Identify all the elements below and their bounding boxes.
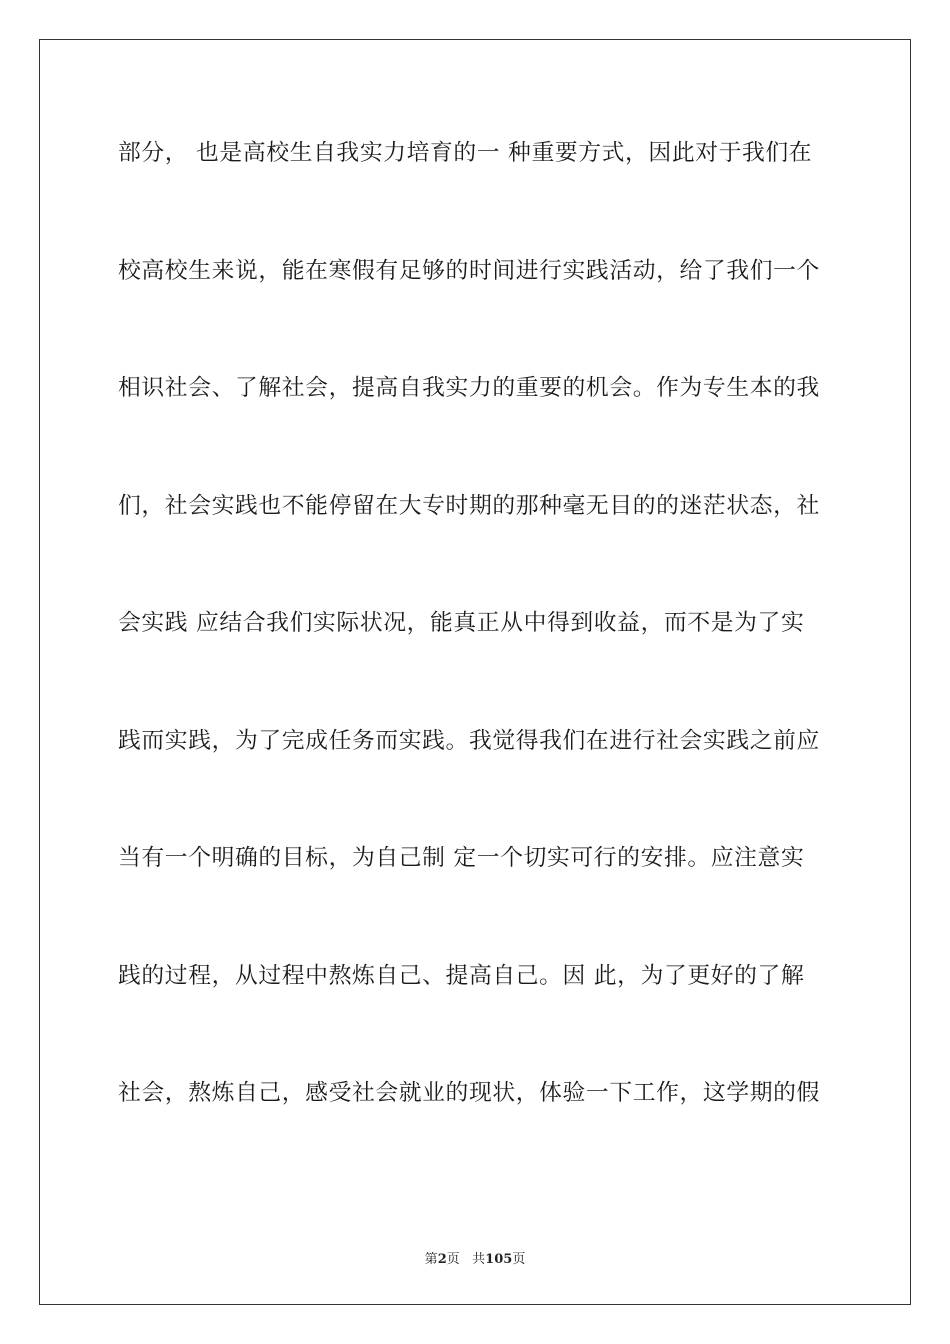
text-line: 社会，熬炼自己，感受社会就业的现状，体验一下工作，这学期的假	[118, 1080, 820, 1106]
total-prefix: 共	[472, 1252, 486, 1267]
text-line: 当有一个明确的目标，为自己制 定一个切实可行的安排。应注意实	[118, 845, 805, 871]
text-line: 践的过程，从过程中熬炼自己、提高自己。因 此，为了更好的了解	[118, 962, 805, 989]
text-line: 践而实践，为了完成任务而实践。我觉得我们在进行社会实践之前应	[118, 727, 820, 754]
page-suffix: 页	[446, 1252, 460, 1267]
page-prefix: 第	[424, 1252, 438, 1267]
page-number: 2	[437, 1252, 447, 1267]
text-line: 会实践 应结合我们实际状况，能真正从中得到收益，而不是为了实	[118, 610, 805, 636]
total-pages: 105	[485, 1252, 513, 1267]
total-suffix: 页	[512, 1252, 526, 1267]
text-line: 部分， 也是高校生自我实力培育的一 种重要方式，因此对于我们在	[118, 140, 813, 166]
document-body	[118, 128, 834, 1186]
text-line: 们，社会实践也不能停留在大专时期的那种毫无目的的迷茫状态，社	[118, 492, 820, 519]
page-footer	[0, 1248, 950, 1267]
text-line: 校高校生来说，能在寒假有足够的时间进行实践活动，给了我们一个	[118, 257, 820, 284]
text-line: 相识社会、了解社会，提高自我实力的重要的机会。作为专生本的我	[118, 375, 820, 401]
